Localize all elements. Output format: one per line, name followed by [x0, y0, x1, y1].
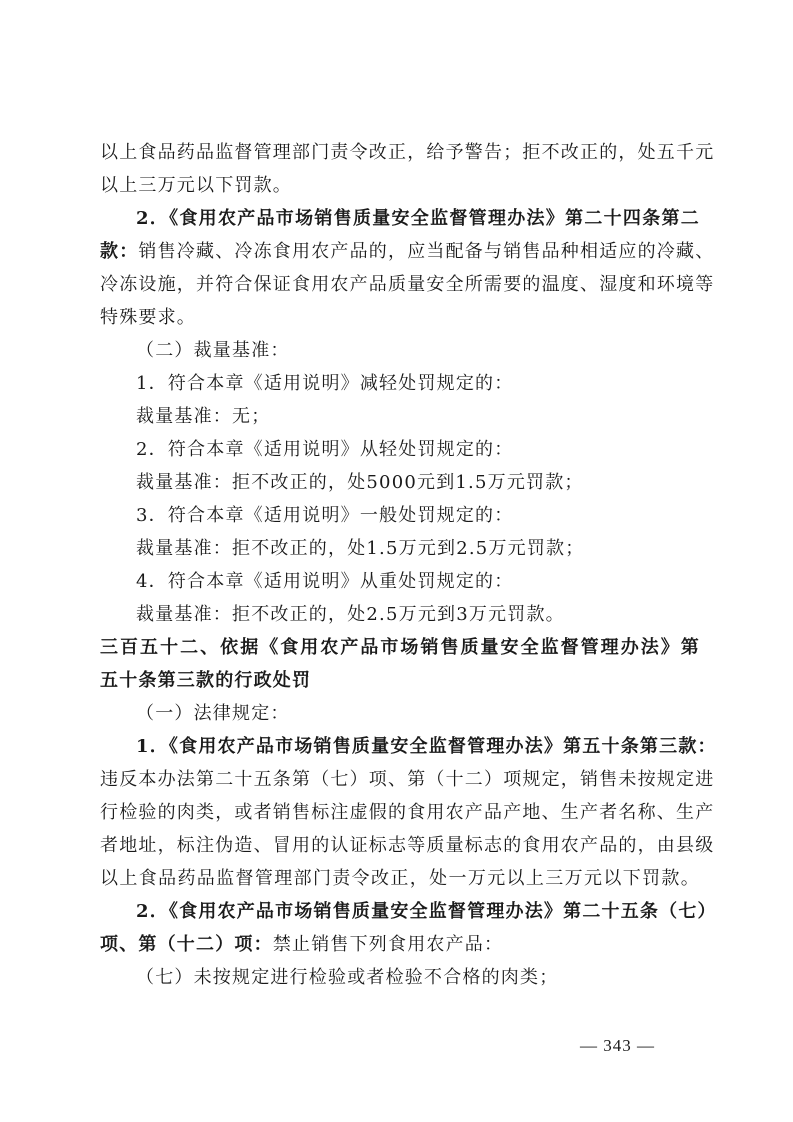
list-item: 裁量基准：拒不改正的，处1.5万元到2.5万元罚款； [136, 538, 585, 559]
body-text-line: 以上食品药品监督管理部门责令改正，给予警告；拒不改正的，处五千元 [100, 142, 715, 163]
body-text-line: 行检验的肉类，或者销售标注虚假的食用农产品产地、生产者名称、生产 [100, 802, 715, 823]
body-text-line: 违反本办法第二十五条第（七）项、第（十二）项规定，销售未按规定进 [100, 769, 715, 790]
list-item: 裁量基准：拒不改正的，处5000元到1.5万元罚款； [136, 472, 584, 493]
list-item: 裁量基准：无； [136, 406, 271, 427]
law-article-title: 款： [100, 241, 139, 262]
body-text-line: 冷冻设施，并符合保证食用农产品质量安全所需要的温度、湿度和环境等 [100, 274, 715, 295]
body-text: 禁止销售下列食用农产品： [272, 934, 504, 955]
body-text-line: 以上食品药品监督管理部门责令改正，处一万元以上三万元以下罚款。 [100, 868, 700, 889]
list-item: （七）未按规定进行检验或者检验不合格的肉类； [136, 967, 559, 988]
law-article-heading [100, 202, 700, 235]
law-article-title: 2．《食用农产品市场销售质量安全监督管理办法》第二十五条（七） [136, 901, 717, 922]
list-item: 3．符合本章《适用说明》一般处罚规定的： [136, 505, 514, 526]
body-text-line: 以上三万元以下罚款。 [100, 175, 292, 196]
chapter-heading: 五十条第三款的行政处罚 [100, 670, 312, 691]
list-item: 1．符合本章《适用说明》减轻处罚规定的： [136, 373, 514, 394]
section-heading: （二）裁量基准： [136, 340, 290, 361]
law-article-title: 1．《食用农产品市场销售质量安全监督管理办法》第五十条第三款： [136, 736, 717, 757]
chapter-heading: 三百五十二、依据《食用农产品市场销售质量安全监督管理办法》第 [100, 637, 700, 658]
law-article-title: 2．《食用农产品市场销售质量安全监督管理办法》第二十四条第二 [136, 208, 700, 229]
list-item: 4．符合本章《适用说明》从重处罚规定的： [136, 571, 514, 592]
body-text-line: 特殊要求。 [100, 307, 196, 328]
section-heading: （一）法律规定： [136, 703, 290, 724]
page-number: — 343 — [580, 1036, 655, 1055]
law-article-title: 项、第（十二）项： [100, 934, 273, 955]
body-text: 销售冷藏、冷冻食用农产品的，应当配备与销售品种相适应的冷藏、 [138, 241, 715, 262]
body-text-line: 者地址，标注伪造、冒用的认证标志等质量标志的食用农产品的，由县级 [100, 835, 715, 856]
document-page [100, 136, 717, 994]
list-item: 裁量基准：拒不改正的，处2.5万元到3万元罚款。 [136, 604, 565, 625]
body-text-line [100, 928, 700, 961]
body-text-line [100, 235, 715, 268]
list-item: 2．符合本章《适用说明》从轻处罚规定的： [136, 439, 514, 460]
